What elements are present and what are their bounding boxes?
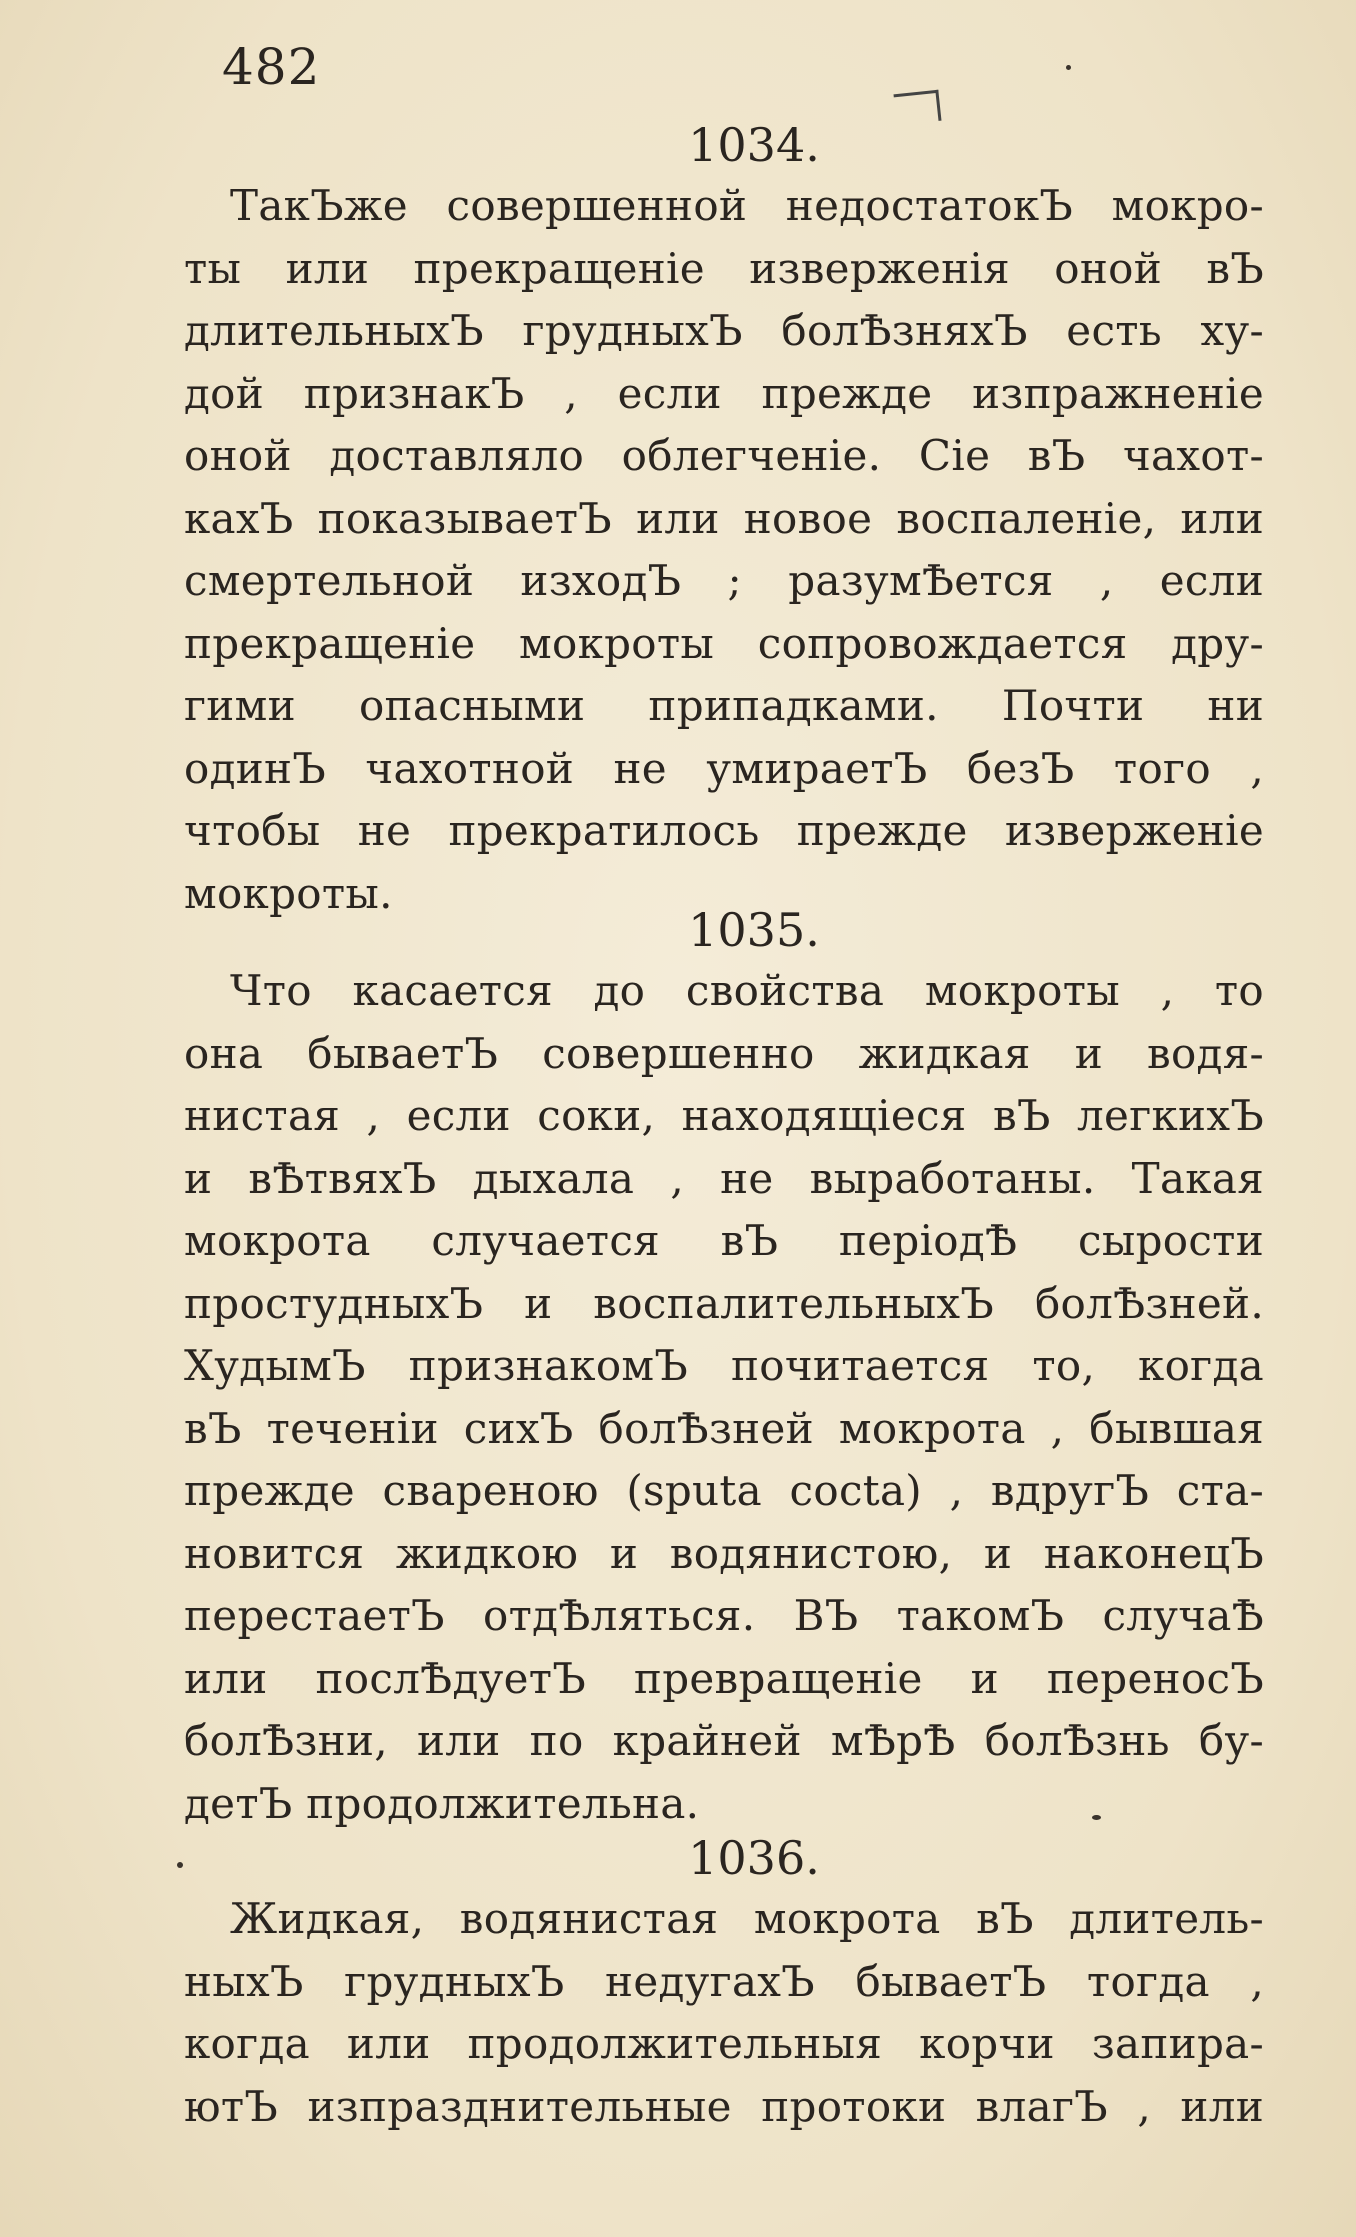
- section-1036: [184, 1828, 1264, 2138]
- section-number: 1036.: [688, 1831, 820, 1885]
- text-line: ХудымЪ признакомЪ почитается то, когда: [184, 1341, 1264, 1390]
- text-line: ныхЪ грудныхЪ недугахЪ бываетЪ тогда ,: [184, 1956, 1264, 2006]
- text-line: и вѢтвяхЪ дыхала , не выработаны. Такая: [184, 1153, 1264, 1203]
- section-1034: [184, 115, 1264, 925]
- text-line: ютЪ изпразднительные протоки влагЪ , или: [184, 2081, 1264, 2131]
- text-line: новится жидкою и водянистою, и наконецЪ: [184, 1528, 1264, 1578]
- ink-speck: [1066, 65, 1071, 70]
- ink-speck: [177, 1862, 183, 1868]
- section-number: 1035.: [688, 903, 820, 957]
- text-line: мокроты.: [184, 868, 393, 918]
- text-line: перестаетЪ отдѢляться. ВЪ такомЪ случаѢ: [184, 1591, 1264, 1640]
- text-line: прекращеніе мокроты сопровождается дру-: [184, 618, 1264, 668]
- text-line: вЪ теченіи сихЪ болѢзней мокрота , бывшая: [184, 1403, 1264, 1453]
- text-line: простудныхЪ и воспалительныхЪ болѢзней.: [184, 1278, 1264, 1328]
- text-line: чтобы не прекратилось прежде изверженіе: [184, 806, 1264, 855]
- text-line: прежде свареною (sputa cocta) , вдругЪ ста-: [184, 1466, 1264, 1515]
- text-line: оной доставляло облегченіе. Сіе вЪ чахот-: [184, 431, 1264, 480]
- text-line: нистая , если соки, находящіеся вЪ легкихЪ: [184, 1091, 1264, 1140]
- text-line: ты или прекращеніе изверженія оной вЪ: [184, 243, 1264, 293]
- text-line: она бываетЪ совершенно жидкая и водя-: [184, 1028, 1264, 1078]
- text-line: дой признакЪ , если прежде изпражненіе: [184, 368, 1264, 418]
- text-line: когда или продолжительныя корчи запира-: [184, 2019, 1264, 2068]
- text-line: Что касается до свойства мокроты , то: [230, 966, 1264, 1015]
- text-line: длительныхЪ грудныхЪ болѢзняхЪ есть ху-: [184, 306, 1264, 355]
- section-number: 1034.: [688, 118, 820, 172]
- text-line: или послѢдуетЪ превращеніе и переносЪ: [184, 1653, 1264, 1703]
- text-line: Жидкая, водянистая мокрота вЪ длитель-: [230, 1894, 1264, 1943]
- text-line: гими опасными припадками. Почти ни: [184, 681, 1264, 730]
- text-line: мокрота случается вЪ періодѢ сырости: [184, 1216, 1264, 1265]
- text-line: смертельной изходЪ ; разумѢется , если: [184, 556, 1264, 605]
- section-1035: [184, 900, 1264, 1835]
- text-line: детЪ продолжительна.: [184, 1778, 700, 1828]
- text-line: ТакЪже совершенной недостатокЪ мокро-: [230, 181, 1264, 230]
- text-line: болѢзни, или по крайней мѢрѢ болѢзнь бу-: [184, 1716, 1264, 1765]
- text-line: кахЪ показываетЪ или новое воспаленіе, или: [184, 493, 1264, 543]
- text-line: одинЪ чахотной не умираетЪ безЪ того ,: [184, 743, 1264, 793]
- page-number: 482: [222, 38, 321, 96]
- ink-speck: [1092, 1815, 1101, 1820]
